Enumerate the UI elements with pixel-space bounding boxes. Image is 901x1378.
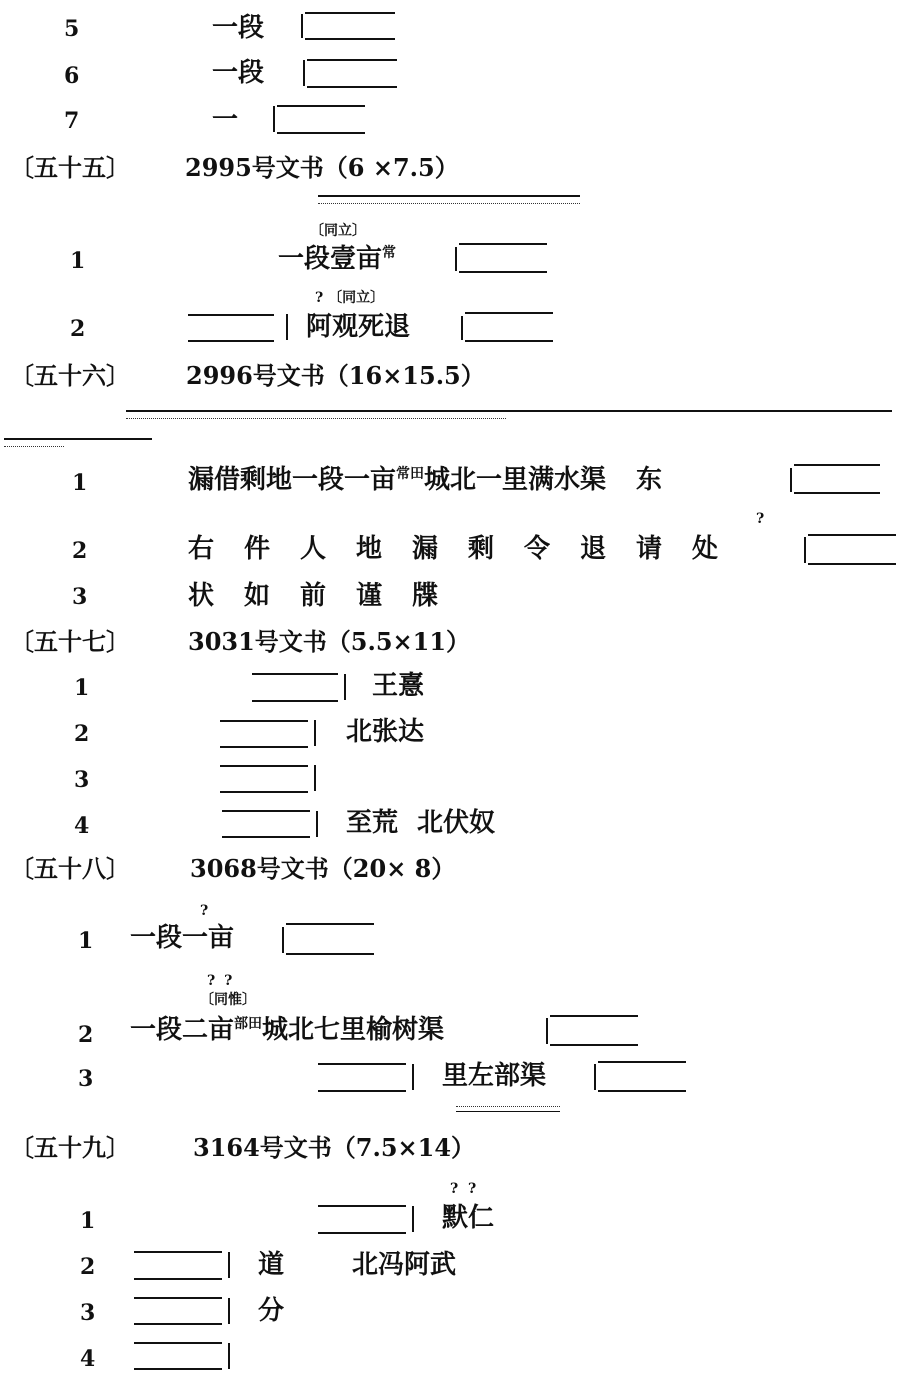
gap-bar	[228, 1343, 230, 1369]
gap-bar	[314, 765, 316, 791]
document-title: 2995号文书（6 ×7.5）	[185, 153, 459, 182]
lacuna-line	[550, 1015, 638, 1017]
lacuna-line	[465, 312, 553, 314]
gap-bar	[301, 14, 303, 38]
line-text: 道	[258, 1250, 285, 1280]
document-title: 2996号文书（16×15.5）	[186, 361, 485, 390]
uncertain-mark: ? ?	[207, 973, 235, 989]
lacuna-line	[459, 243, 547, 245]
line-number: 2	[78, 1022, 94, 1048]
gap-bar	[228, 1252, 230, 1278]
lacuna-line	[318, 1090, 406, 1092]
line-number: 4	[74, 813, 90, 839]
lacuna-line	[318, 1205, 406, 1207]
lacuna-line	[305, 12, 395, 14]
section-rule-dotted	[126, 418, 506, 419]
line-text: 漏借剩地一段一亩$^{常田}$城北一里满水渠 东	[188, 465, 663, 495]
lacuna-line	[252, 673, 338, 675]
gap-bar	[461, 316, 463, 340]
uncertain-mark: ?	[756, 511, 765, 527]
lacuna-line	[318, 1232, 406, 1234]
lacuna-line	[286, 953, 374, 955]
document-title: 3031号文书（5.5×11）	[188, 627, 471, 656]
document-title: 3164号文书（7.5×14）	[193, 1133, 476, 1162]
lacuna-line	[220, 746, 308, 748]
section-rule-dotted	[318, 203, 580, 204]
document-number: 〔五十六〕	[10, 361, 130, 390]
lacuna-line	[808, 534, 896, 536]
gap-bar	[344, 674, 346, 700]
gap-bar	[303, 60, 305, 86]
line-number: 1	[72, 470, 88, 496]
lacuna-line	[598, 1061, 686, 1063]
line-number: 1	[74, 675, 90, 701]
uncertain-mark: ? ?	[450, 1181, 477, 1197]
section-rule	[456, 1111, 560, 1112]
annotation: ? 〔同立〕	[315, 290, 385, 306]
line-text: 至荒 北伏奴	[346, 808, 496, 838]
lacuna-line	[794, 492, 880, 494]
document-number: 〔五十八〕	[10, 854, 130, 883]
lacuna-line	[134, 1342, 222, 1344]
section-rule	[4, 438, 152, 440]
annotation: 〔同立〕	[310, 223, 366, 239]
section-rule	[318, 195, 580, 197]
line-text: 状如前谨牒	[188, 581, 469, 611]
line-number: 3	[80, 1300, 96, 1326]
document-title: 3068号文书（20× 8）	[190, 854, 456, 883]
lacuna-line	[318, 1063, 406, 1065]
line-number: 2	[80, 1254, 96, 1280]
line-text: 一段	[212, 13, 265, 43]
line-number: 1	[80, 1208, 96, 1234]
lacuna-line	[459, 271, 547, 273]
line-number: 3	[78, 1066, 94, 1092]
lacuna-line	[808, 563, 896, 565]
lacuna-line	[794, 464, 880, 466]
gap-bar	[282, 927, 284, 953]
lacuna-line	[252, 700, 338, 702]
line-number: 3	[72, 584, 88, 610]
lacuna-line	[134, 1368, 222, 1370]
lacuna-line	[134, 1297, 222, 1299]
lacuna-line	[220, 720, 308, 722]
line-text: 一段	[212, 58, 265, 88]
line-text: 右件人地漏剩令退请处	[188, 534, 749, 564]
line-number: 3	[74, 767, 90, 793]
lacuna-line	[465, 340, 553, 342]
line-number: 2	[74, 721, 90, 747]
lacuna-line	[188, 340, 274, 342]
line-number: 1	[70, 248, 86, 274]
lacuna-line	[307, 86, 397, 88]
gap-bar	[228, 1298, 230, 1324]
lacuna-line	[286, 923, 374, 925]
gap-bar	[412, 1064, 414, 1090]
lacuna-line	[134, 1278, 222, 1280]
lacuna-line	[188, 314, 274, 316]
lacuna-line	[222, 810, 310, 812]
line-text: 分	[258, 1296, 285, 1326]
gap-bar	[316, 811, 318, 837]
line-number: 1	[78, 928, 94, 954]
document-number: 〔五十九〕	[10, 1133, 130, 1162]
document-number: 〔五十七〕	[10, 627, 130, 656]
lacuna-line	[550, 1044, 638, 1046]
annotation: 〔同惟〕	[200, 992, 256, 1008]
gap-bar	[314, 720, 316, 746]
lacuna-line	[134, 1323, 222, 1325]
line-text: 北张达	[346, 717, 425, 747]
line-number: 7	[64, 108, 80, 134]
gap-bar	[790, 468, 792, 492]
line-text: 阿观死退	[306, 312, 411, 342]
lacuna-line	[305, 38, 395, 40]
lacuna-line	[277, 105, 365, 107]
uncertain-mark: ?	[200, 903, 209, 919]
line-number: 4	[80, 1346, 96, 1372]
lacuna-line	[220, 765, 308, 767]
line-number: 2	[72, 538, 88, 564]
line-text: 北冯阿武	[352, 1250, 457, 1280]
section-rule-dotted	[456, 1106, 560, 1107]
gap-bar	[412, 1206, 414, 1232]
line-text: 王憙	[372, 671, 425, 701]
gap-bar	[594, 1064, 596, 1090]
gap-bar	[546, 1018, 548, 1044]
lacuna-line	[222, 836, 310, 838]
document-number: 〔五十五〕	[10, 153, 130, 182]
lacuna-line	[220, 791, 308, 793]
line-text: 一	[212, 105, 239, 135]
lacuna-line	[277, 132, 365, 134]
lacuna-line	[134, 1251, 222, 1253]
line-text: 一段壹亩$^常$	[278, 244, 397, 274]
gap-bar	[804, 537, 806, 563]
line-text: 一段二亩$^{部田}$城北七里榆树渠	[130, 1015, 445, 1045]
section-rule-dotted	[4, 446, 64, 447]
line-number: 5	[64, 16, 80, 42]
line-text: 一段一亩	[130, 923, 235, 953]
line-number: 2	[70, 316, 86, 342]
gap-bar	[273, 106, 275, 132]
lacuna-line	[307, 59, 397, 61]
section-rule	[126, 410, 892, 412]
gap-bar	[286, 314, 288, 340]
lacuna-line	[598, 1090, 686, 1092]
line-number: 6	[64, 63, 80, 89]
gap-bar	[455, 247, 457, 271]
line-text: 里左部渠	[442, 1061, 547, 1091]
line-text: 默仁	[442, 1203, 495, 1233]
